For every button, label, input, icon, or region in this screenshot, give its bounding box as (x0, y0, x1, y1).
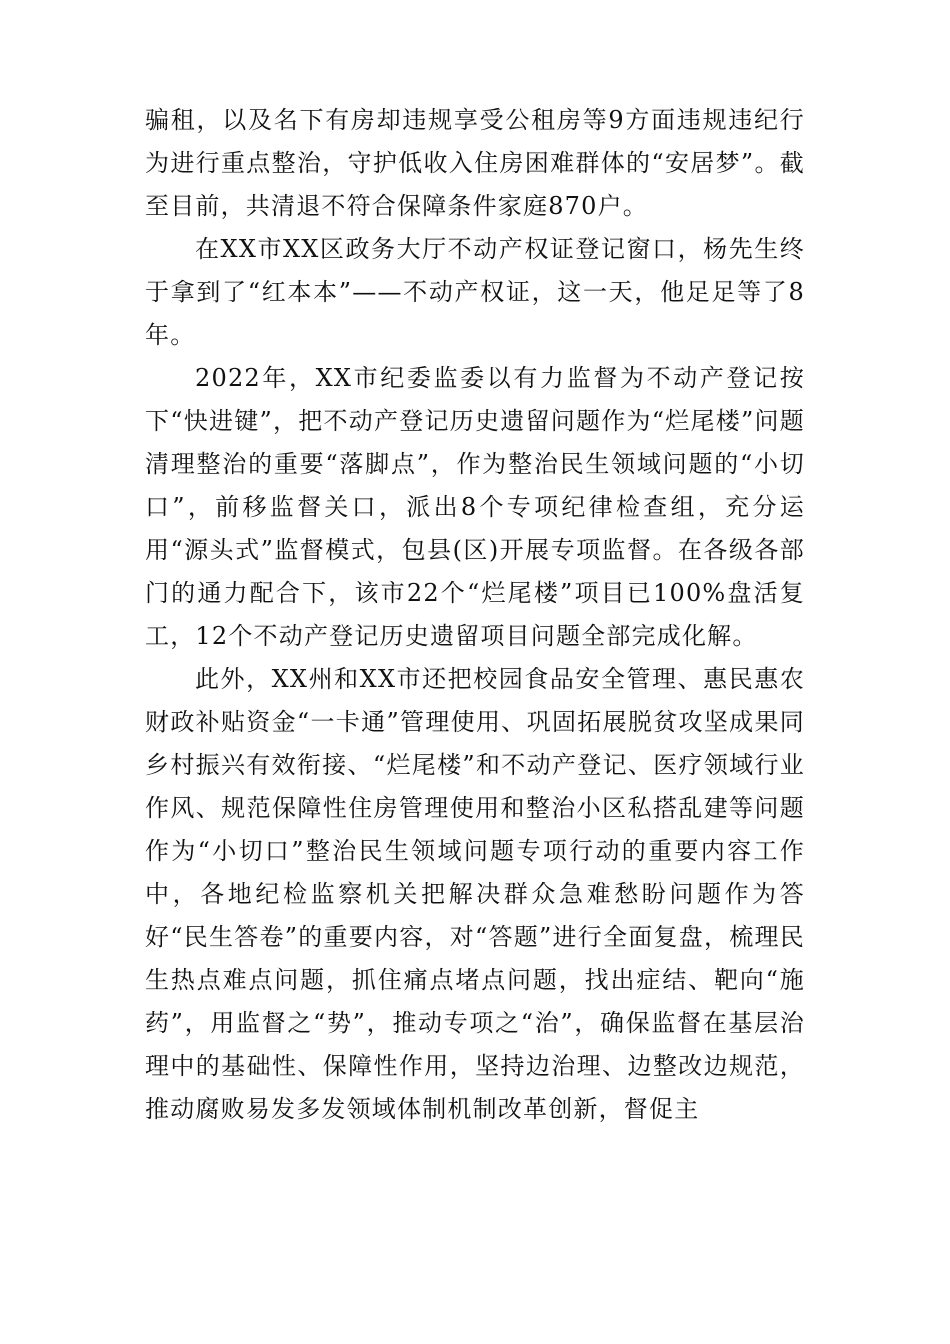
paragraph-2022-supervision: 2022年，XX市纪委监委以有力监督为不动产登记按下“快进键”，把不动产登记历史遗留问题作为“烂尾楼”问题清理整治的重要“落脚点”，作为整治民生领域问题的“小切口”，前移监督关口，派出8个专项纪律检查组，充分运用“源头式”监督模式，包县(区)开展专项监督。在各级各部门的通力配合下，该市22个“烂尾楼”项目已100%盘活复工，12个不动产登记历史遗留项目问题全部完成化解。 (145, 364, 805, 650)
paragraph-registration-window: 在XX市XX区政务大厅不动产权证登记窗口，杨先生终于拿到了“红本本”——不动产权证，这一天，他足足等了8年。 (145, 235, 805, 349)
paragraph-continued: 骗租，以及名下有房却违规享受公租房等9方面违规违纪行为进行重点整治，守护低收入住房困难群体的“安居梦”。截至目前，共清退不符合保障条件家庭870户。 (145, 106, 805, 220)
paragraph-additional-measures: 此外，XX州和XX市还把校园食品安全管理、惠民惠农财政补贴资金“一卡通”管理使用、巩固拓展脱贫攻坚成果同乡村振兴有效衔接、“烂尾楼”和不动产登记、医疗领域行业作风、规范保障性住房管理使用和整治小区私搭乱建等问题作为“小切口”整治民生领域问题专项行动的重要内容工作中，各地纪检监察机关把解决群众急难愁盼问题作为答好“民生答卷”的重要内容，对“答题”进行全面复盘，梳理民生热点难点问题，抓住痛点堵点问题，找出症结、靶向“施药”，用监督之“势”，推动专项之“治”，确保监督在基层治理中的基础性、保障性作用，坚持边治理、边整改边规范，推动腐败易发多发领域体制机制改革创新，督促主 (145, 665, 805, 1123)
document-body (145, 99, 805, 1131)
